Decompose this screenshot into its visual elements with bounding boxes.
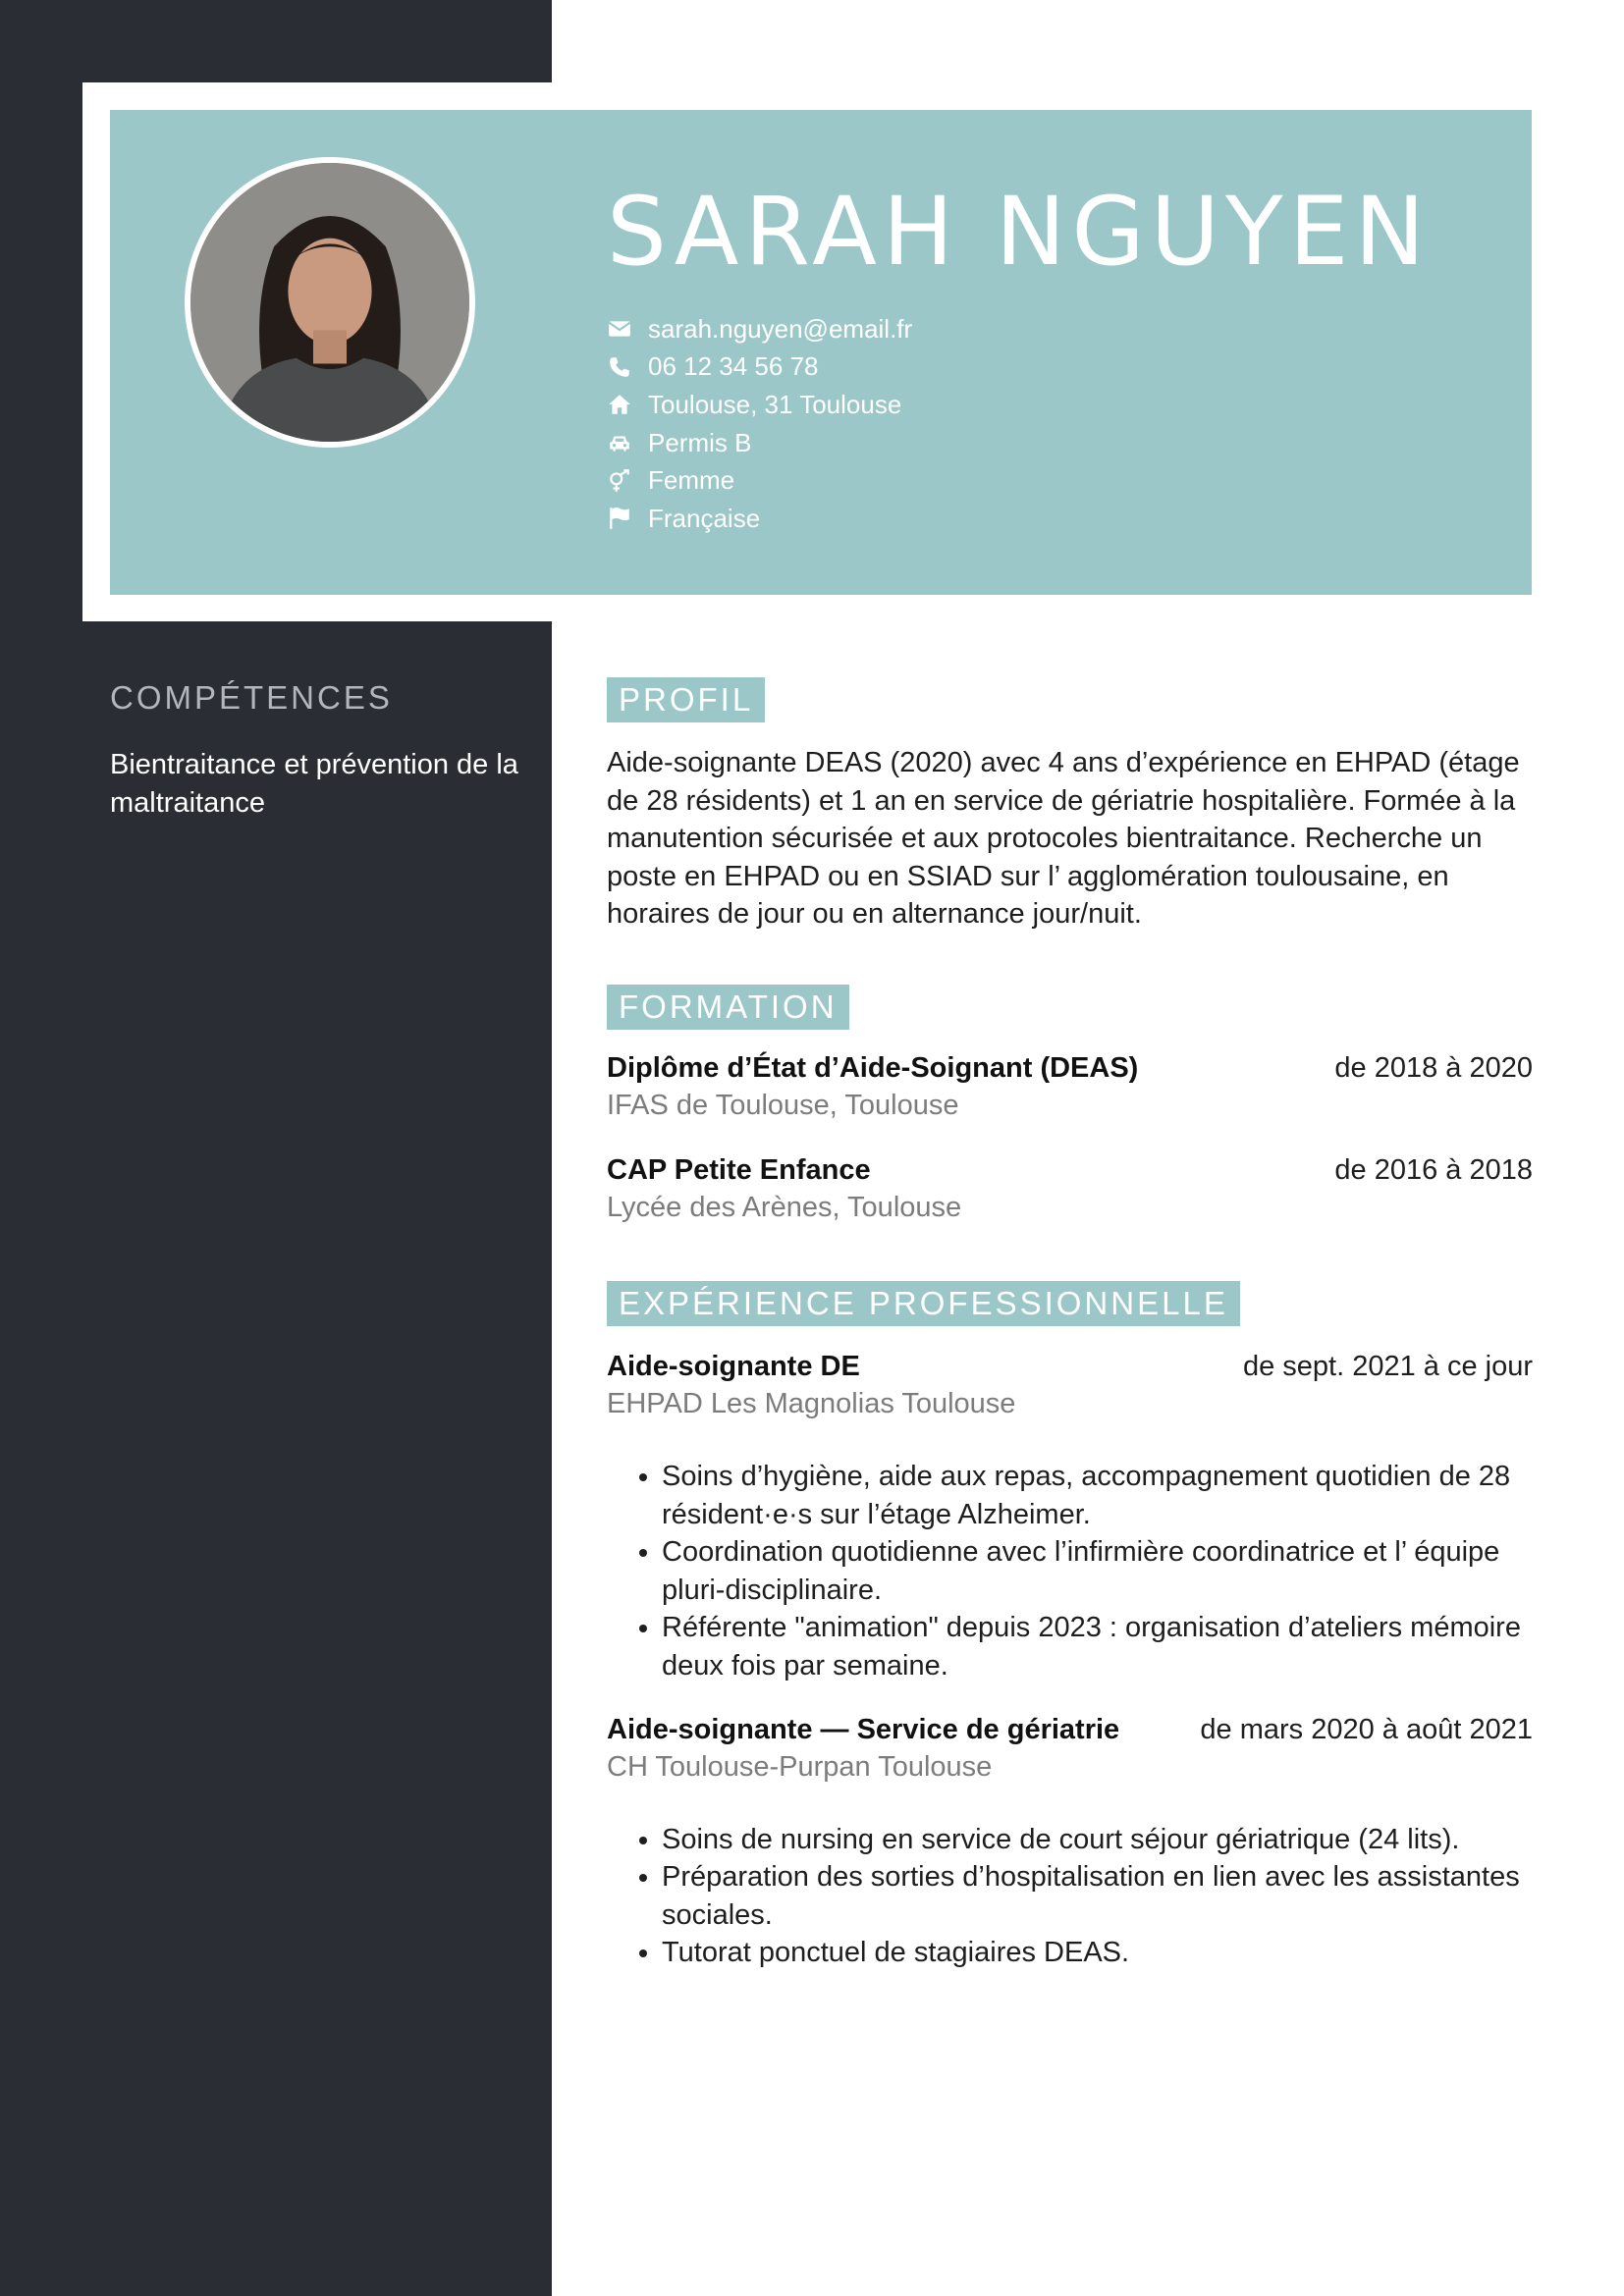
experience-entry-date: de sept. 2021 à ce jour — [1242, 1350, 1533, 1382]
experience-bullets — [607, 1821, 1533, 1972]
contact-list — [607, 310, 912, 538]
experience-entry-date: de mars 2020 à août 2021 — [1200, 1713, 1533, 1745]
formation-entry-place: Lycée des Arènes, Toulouse — [607, 1191, 962, 1223]
contact-license — [607, 424, 912, 462]
contact-nationality — [607, 500, 912, 538]
home-icon — [607, 392, 632, 417]
bullet-item: • Tutorat ponctuel de stagiaires DEAS. — [662, 1934, 1533, 1972]
contact-email — [607, 310, 912, 348]
experience-entry — [607, 1711, 1533, 1972]
car-icon — [607, 430, 632, 455]
main-content — [607, 677, 1533, 1972]
profile-title: PROFIL — [607, 677, 765, 722]
bullet-item: • Préparation des sorties d’hospitalisation en lien avec les assistantes sociales. — [662, 1858, 1533, 1934]
contact-address — [607, 386, 912, 424]
experience-entry-title: Aide-soignante DE — [607, 1350, 860, 1382]
experience-entry-place: CH Toulouse-Purpan Toulouse — [607, 1750, 993, 1783]
formation-entry — [607, 1151, 1533, 1226]
experience-bullets — [607, 1458, 1533, 1685]
contact-phone-text: 06 12 34 56 78 — [648, 351, 819, 382]
profile-text: Aide-soignante DEAS (2020) avec 4 ans d’expérience en EHPAD (étage de 28 résidents) et 1 an en service de gériatrie hospitalière. Formée à la manutention sécurisée et aux protocoles bientraitance. Recherche un poste en EHPAD ou en SSIAD sur l’ agglomération toulousaine, en horaires de jour ou en alternance jour/nuit. — [607, 747, 1520, 931]
bullet-item: • Coordination quotidienne avec l’infirmière coordinatrice et l’ équipe pluri-disciplinaire. — [662, 1533, 1533, 1609]
gender-icon — [607, 468, 632, 494]
formation-entry — [607, 1049, 1533, 1124]
contact-email-text: sarah.nguyen@email.fr — [648, 313, 913, 344]
formation-entry-date: de 2018 à 2020 — [1334, 1051, 1533, 1084]
bullet-item: • Référente "animation" depuis 2023 : organisation d’ateliers mémoire deux fois par semaine. — [662, 1609, 1533, 1684]
formation-section — [607, 985, 1533, 1226]
formation-title: FORMATION — [607, 985, 849, 1030]
profile-photo — [185, 157, 475, 448]
contact-gender-text: Femme — [648, 465, 735, 496]
envelope-icon — [607, 316, 632, 342]
experience-entry-place: EHPAD Les Magnolias Toulouse — [607, 1387, 1016, 1419]
experience-section — [607, 1281, 1533, 1972]
contact-phone — [607, 348, 912, 387]
skill-item: Bientraitance et prévention de la maltraitance — [110, 749, 518, 819]
profile-section — [607, 677, 1533, 934]
contact-nationality-text: Française — [648, 503, 761, 533]
bullet-item: • Soins d’hygiène, aide aux repas, accompagnement quotidien de 28 résident·e·s sur l’étage Alzheimer. — [662, 1458, 1533, 1533]
formation-entry-title: CAP Petite Enfance — [607, 1153, 871, 1186]
skills-title: COMPÉTENCES — [110, 679, 393, 716]
bullet-item: • Soins de nursing en service de court séjour gériatrique (24 lits). — [662, 1821, 1533, 1859]
contact-license-text: Permis B — [648, 427, 752, 457]
experience-title: EXPÉRIENCE PROFESSIONNELLE — [607, 1281, 1240, 1326]
experience-entry — [607, 1348, 1533, 1685]
flag-icon — [607, 506, 632, 531]
contact-address-text: Toulouse, 31 Toulouse — [648, 389, 902, 419]
contact-gender — [607, 461, 912, 500]
experience-entry-title: Aide-soignante — Service de gériatrie — [607, 1713, 1120, 1745]
formation-entry-place: IFAS de Toulouse, Toulouse — [607, 1089, 959, 1121]
candidate-name: SARAH NGUYEN — [607, 177, 1432, 287]
formation-entry-date: de 2016 à 2018 — [1334, 1153, 1533, 1186]
formation-entry-title: Diplôme d’État d’Aide-Soignant (DEAS) — [607, 1051, 1139, 1084]
phone-icon — [607, 354, 632, 380]
